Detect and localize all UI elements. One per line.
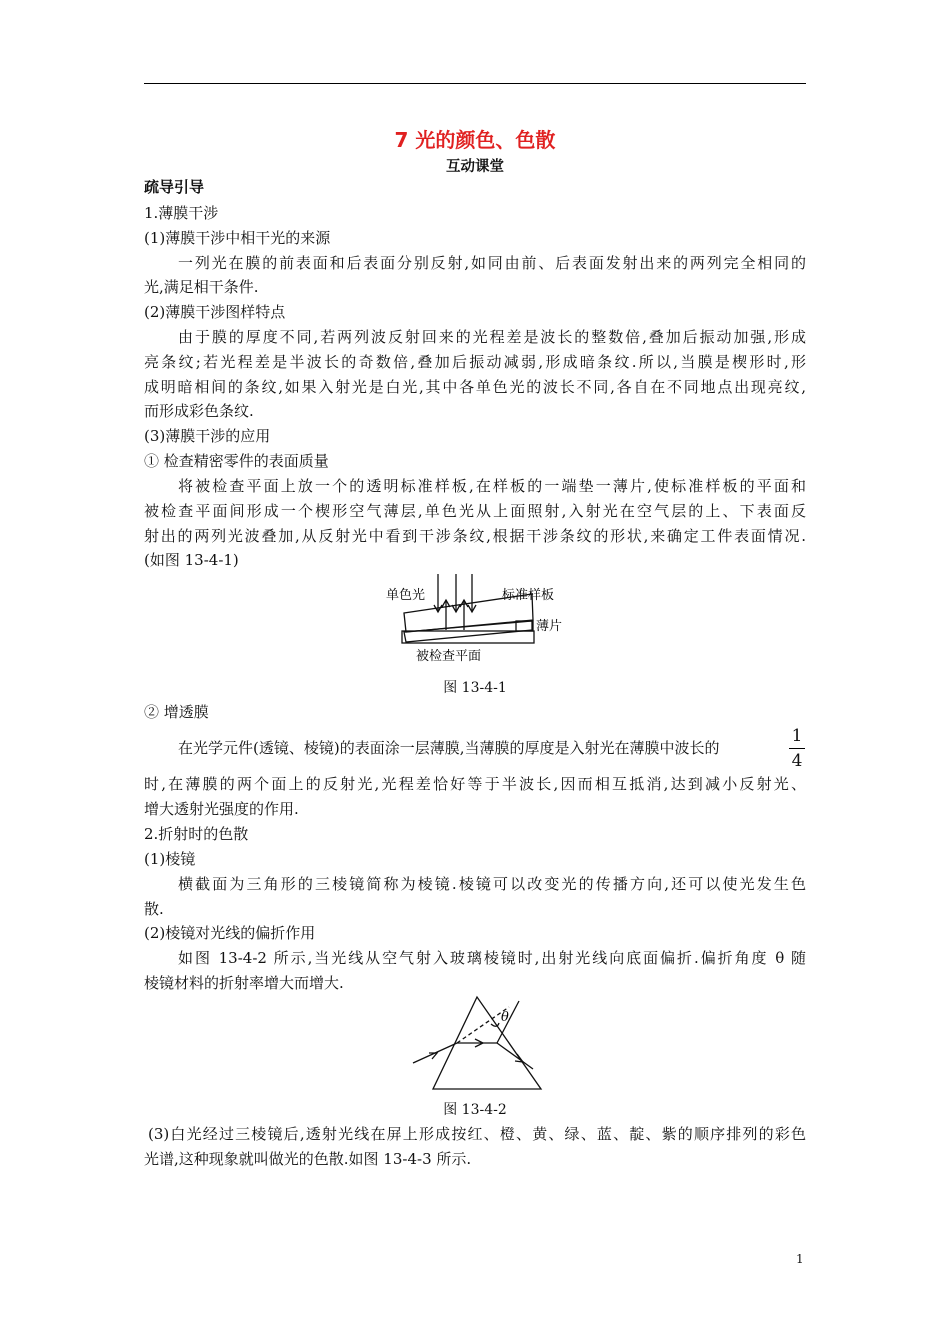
paragraph-line: 光谱,这种现象就叫做光的色散.如图 13-4-3 所示.: [144, 1150, 472, 1168]
paragraph-line: 射出的两列光波叠加,从反射光中看到干涉条纹,根据干涉条纹的形状,来确定工件表面情况.: [144, 527, 806, 545]
paragraph-line: 被检查平面间形成一个楔形空气薄层,单色光从上面照射,入射光在空气层的上、下表面反: [144, 502, 806, 520]
fraction-one-quarter: [786, 726, 808, 771]
header-rule: [144, 83, 806, 84]
figure-caption: 图 13-4-2: [443, 1102, 507, 1118]
page-title: 7 光的颜色、色散: [394, 128, 556, 152]
figure-interference-setup: [380, 572, 580, 668]
figure-prism-deflection: [405, 993, 545, 1093]
paragraph-line: 增大透射光强度的作用.: [144, 800, 299, 818]
paragraph-line: 由于膜的厚度不同,若两列波反射回来的光程差是波长的整数倍,叠加后振动加强,形成: [178, 328, 806, 346]
subheading-source: (1)薄膜干涉中相干光的来源: [144, 229, 331, 247]
subheading-prism: (1)棱镜: [144, 850, 196, 868]
paragraph-line: 在光学元件(透镜、棱镜)的表面涂一层薄膜,当薄膜的厚度是入射光在薄膜中波长的: [178, 739, 720, 757]
fraction-denominator: 4: [791, 751, 803, 771]
figure-caption: 图 13-4-1: [443, 680, 507, 696]
section-heading: 疏导引导: [144, 178, 205, 196]
fig1-label-surface: 被检查平面: [416, 649, 482, 664]
paragraph-line: 棱镜材料的折射率增大而增大.: [144, 974, 344, 992]
paragraph-line: 如图 13-4-2 所示,当光线从空气射入玻璃棱镜时,出射光线向底面偏折.偏折角度 θ 随: [178, 949, 806, 967]
section-subtitle: 互动课堂: [446, 159, 504, 175]
fig1-label-light: 单色光: [386, 588, 426, 603]
fig1-label-plate: 标准样板: [502, 588, 555, 603]
subheading-application: (3)薄膜干涉的应用: [144, 427, 271, 445]
paragraph-line: 亮条纹;若光程差是半波长的奇数倍,叠加后振动减弱,形成暗条纹.所以,当膜是楔形时,形: [144, 353, 806, 371]
paragraph-line: 光,满足相干条件.: [144, 278, 259, 296]
subheading-deflection: (2)棱镜对光线的偏折作用: [144, 924, 316, 942]
heading-dispersion: 2.折射时的色散: [144, 825, 249, 843]
item-heading-antireflection: ② 增透膜: [144, 703, 209, 721]
fig1-label-shim: 薄片: [536, 619, 563, 634]
paragraph-line: 将被检查平面上放一个的透明标准样板,在样板的一端垫一薄片,使标准样板的平面和: [178, 477, 806, 495]
paragraph-line: 横截面为三角形的三棱镜简称为棱镜.棱镜可以改变光的传播方向,还可以使光发生色: [178, 875, 806, 893]
paragraph-line: 成明暗相间的条纹,如果入射光是白光,其中各单色光的波长不同,各自在不同地点出现亮纹,: [144, 378, 806, 396]
fraction-bar: [789, 748, 805, 749]
paragraph-line: 一列光在膜的前表面和后表面分别反射,如同由前、后表面发射出来的两列完全相同的: [178, 254, 806, 272]
subheading-pattern: (2)薄膜干涉图样特点: [144, 303, 286, 321]
paragraph-line: (如图 13-4-1): [144, 551, 239, 569]
heading-thin-film: 1.薄膜干涉: [144, 204, 219, 222]
fig2-theta-label: θ: [501, 1010, 509, 1025]
paragraph-line: 而形成彩色条纹.: [144, 402, 254, 420]
paragraph-line: 散.: [144, 900, 164, 918]
paragraph-line: 时,在薄膜的两个面上的反射光,光程差恰好等于半波长,因而相互抵消,达到减小反射光、: [144, 775, 806, 793]
item-heading-surface-check: ① 检查精密零件的表面质量: [144, 452, 329, 470]
page-number: 1: [796, 1252, 804, 1266]
paragraph-line: (3)白光经过三棱镜后,透射光线在屏上形成按红、橙、黄、绿、蓝、靛、紫的顺序排列的彩色: [148, 1125, 806, 1143]
fraction-numerator: 1: [791, 726, 803, 746]
